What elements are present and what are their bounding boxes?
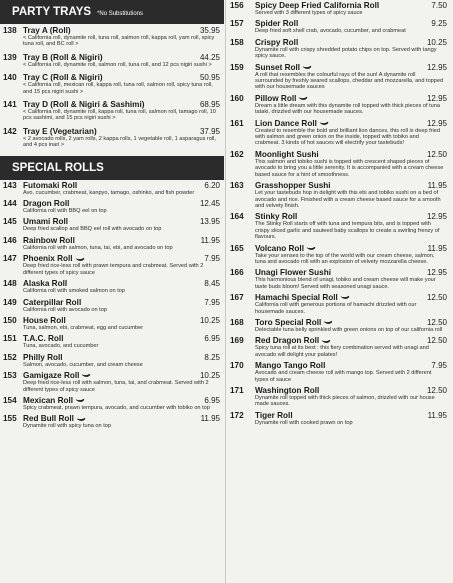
menu-item	[0, 51, 224, 71]
item-name	[255, 19, 427, 28]
item-name	[23, 316, 196, 325]
special-rolls-header	[0, 156, 224, 180]
item-number: 148	[3, 279, 17, 289]
item-description: Delectable tuna belly sprinkled with green onions on top of our california roll	[255, 326, 443, 333]
item-description: A roll that resembles the colourful rays of the sun! A dynamite roll surrounded by freshly seared scallops, cheddar and mozzarella, and topped with our housemade sauces	[255, 71, 444, 91]
item-number: 142	[3, 126, 17, 136]
item-name	[23, 371, 196, 380]
item-number: 146	[3, 235, 17, 245]
menu-item-row	[230, 268, 447, 277]
item-description: Let your tastebuds hop in delight with this ebi and tobiko sushi on a bed of avocado and rice. Finished with a cream cheese based sauce for a smooth and velvety finish.	[255, 190, 441, 209]
menu-item	[0, 413, 224, 431]
item-description: Dynamite roll with cooked prawn on top	[255, 419, 353, 426]
item-price: 11.95	[200, 235, 220, 245]
menu-item-row	[3, 199, 220, 208]
party-trays-note: *No Substitutions	[97, 11, 144, 17]
item-name-text: Caterpillar Roll	[23, 297, 82, 307]
item-number: 139	[3, 52, 17, 62]
item-name	[23, 353, 200, 362]
item-description: Tuna, salmon, ebi, crabmeat, egg and cucumber	[23, 324, 144, 331]
party-trays-title: PARTY TRAYS	[12, 6, 92, 18]
item-description: < California roll, dynamite roll, kappa roll, tuna roll, salmon roll, tamago roll, 10 pcs sashimi, and 15 pcs nigiri sushi >	[23, 109, 216, 122]
item-price: 7.95	[204, 254, 220, 264]
item-description: California roll with BBQ eel on top	[23, 208, 107, 215]
item-name-text: Crispy Roll	[255, 37, 299, 47]
item-description: Tuna, avocado, and cucumber	[23, 343, 99, 350]
item-price: 12.95	[426, 93, 447, 103]
item-number: 161	[230, 118, 244, 128]
menu-item	[228, 360, 450, 385]
item-name-text: Dragon Roll	[23, 199, 70, 209]
menu-item-row	[230, 244, 447, 253]
menu-item	[228, 180, 450, 211]
item-price: 8.25	[204, 352, 220, 362]
menu-item	[228, 62, 450, 93]
party-trays-header	[0, 0, 224, 24]
item-price: 6.95	[204, 334, 220, 344]
menu-item-row	[230, 336, 447, 345]
item-number: 170	[230, 361, 244, 371]
item-name-text: Tiger Roll	[255, 410, 293, 420]
item-name-text: Grasshopper Sushi	[255, 181, 331, 191]
item-name-text: House Roll	[23, 315, 66, 325]
item-name-text: Unagi Flower Sushi	[255, 268, 331, 278]
item-description: Spicy tuna roll at its best : this fiery combination served with unagi and avocado will delight your palates!	[255, 345, 429, 358]
item-name-text: Pillow Roll	[255, 93, 297, 103]
item-name	[23, 298, 200, 307]
item-description: This salmon and tobiko sushi is topped with crescent shaped pieces of avocado to bring you a little serenity. It is accompanied with a cream cheese based sauce for a hint of smoothness.	[255, 158, 444, 178]
item-number: 143	[3, 180, 17, 190]
menu-item-row	[230, 94, 447, 103]
item-name-text: Moonlight Sushi	[255, 149, 319, 159]
item-name	[255, 361, 427, 370]
item-description: California roll with smoked salmon on top	[23, 288, 125, 295]
item-name	[23, 236, 197, 245]
item-name-text: Tray A (Roll)	[23, 26, 71, 35]
item-name	[23, 127, 196, 136]
item-price: 12.50	[426, 293, 447, 303]
menu-item	[228, 18, 450, 36]
item-description: Avo, cucumber, crabmeat, kanpyo, tamago, oshinko, and fish powder	[23, 189, 195, 196]
menu-item-row	[3, 236, 220, 245]
item-name	[23, 396, 200, 405]
menu-item	[228, 267, 450, 292]
item-number: 154	[3, 395, 17, 405]
item-name-text: Stinky Roll	[255, 212, 298, 222]
menu-item-row	[3, 127, 220, 136]
item-name	[255, 244, 424, 253]
menu-item	[0, 24, 224, 51]
item-name-text: Red Bull Roll	[23, 414, 74, 424]
menu-item	[0, 216, 224, 234]
menu-item	[0, 71, 224, 98]
item-name-text: Volcano Roll	[255, 243, 304, 253]
item-price: 11.95	[427, 181, 447, 191]
party-trays-list	[0, 24, 224, 152]
menu-item	[228, 317, 450, 335]
item-name-text: Tray E (Vegetarian)	[23, 126, 97, 136]
menu-item	[228, 0, 450, 18]
item-price: 44.25	[199, 52, 220, 62]
item-name	[255, 38, 423, 47]
menu-item-row	[3, 334, 220, 343]
item-name-text: Red Dragon Roll	[255, 336, 320, 346]
item-name	[255, 181, 424, 190]
item-price: 35.95	[199, 26, 220, 35]
menu-item-row	[3, 371, 220, 380]
item-price: 12.95	[426, 212, 447, 222]
item-name-text: Rainbow Roll	[23, 235, 75, 245]
item-description: < California roll, dynamite roll, tuna roll, salmon roll, kappa roll, yam roll, spicy tuna roll, and BC roll >	[23, 35, 215, 48]
item-number: 162	[230, 149, 244, 159]
item-number: 163	[230, 181, 244, 191]
item-name-text: Futomaki Roll	[23, 180, 78, 190]
item-name-text: Spicy Deep Fried California Roll	[255, 1, 380, 10]
item-number: 169	[230, 336, 244, 346]
item-name	[23, 254, 200, 263]
item-description: Dynamite roll topped with thick pieces of salmon, drizzled with our house made sauces.	[255, 395, 435, 408]
item-description: Served with 3 different types of spicy sauce	[255, 10, 363, 16]
item-price: 7.95	[204, 297, 220, 307]
item-name	[255, 63, 423, 72]
item-number: 164	[230, 212, 244, 222]
item-number: 138	[3, 26, 17, 35]
item-name-text: Alaska Roll	[23, 279, 68, 289]
column-divider	[225, 0, 226, 583]
item-number: 145	[3, 217, 17, 227]
item-description: This harmonious blend of unagi, tobiko and cream cheese will make your taste buds bloom! Served with seasoned unagi sauce.	[255, 277, 436, 290]
chili-pepper-icon	[75, 398, 85, 403]
item-number: 140	[3, 73, 17, 83]
menu-item	[0, 180, 224, 198]
menu-item	[0, 352, 224, 370]
item-name	[23, 73, 196, 82]
item-name-text: Spider Roll	[255, 19, 299, 29]
menu-item-row	[3, 100, 220, 109]
item-description: Deep fried rice-less roll with prawn tempura and crabmeat. Served with 2 different types of spicy sauce	[23, 263, 204, 276]
item-name	[255, 268, 423, 277]
chili-pepper-icon	[302, 65, 312, 70]
item-price: 12.45	[199, 199, 220, 209]
menu-item	[0, 395, 224, 413]
item-number: 150	[3, 315, 17, 325]
menu-item	[0, 297, 224, 315]
item-name	[255, 336, 423, 345]
item-number: 157	[230, 19, 244, 29]
menu-item	[228, 292, 450, 317]
item-number: 155	[3, 414, 17, 424]
menu-item-row	[230, 181, 447, 190]
menu-item-row	[230, 150, 447, 159]
special-rolls-title: SPECIAL ROLLS	[12, 161, 104, 174]
menu-item	[228, 149, 450, 180]
item-name-text: T.A.C. Roll	[23, 334, 64, 344]
menu-item-row	[3, 396, 220, 405]
item-description: Dynamite roll with spicy tuna on top	[23, 423, 111, 430]
item-number: 159	[230, 62, 244, 72]
menu-item-row	[230, 119, 447, 128]
special-rolls-list-left	[0, 180, 224, 432]
menu-item-row	[3, 353, 220, 362]
menu-item	[228, 93, 450, 118]
menu-item	[0, 198, 224, 216]
item-number: 149	[3, 297, 17, 307]
item-number: 160	[230, 93, 244, 103]
item-price: 12.50	[426, 149, 447, 159]
item-number: 168	[230, 317, 244, 327]
item-name-text: Sunset Roll	[255, 62, 301, 72]
item-name-text: Tray C (Roll & Nigiri)	[23, 73, 103, 83]
chili-pepper-icon	[81, 373, 91, 378]
chili-pepper-icon	[306, 246, 316, 251]
item-description: Salmon, avocado, cucumber, and cream cheese	[23, 361, 143, 368]
item-name	[255, 119, 423, 128]
item-name	[23, 414, 197, 423]
item-description: < California roll, mexican roll, kappa roll, tuna roll, salmon roll, spicy tuna roll, and 15 pcs nigiri sushi >	[23, 82, 213, 95]
item-description: Avocado and cream cheese roll with mango top. Served with 2 different types of sauce	[255, 370, 432, 383]
item-number: 171	[230, 386, 244, 395]
menu-item-row	[230, 318, 447, 327]
chili-pepper-icon	[340, 295, 350, 300]
item-name-text: Mexican Roll	[23, 395, 74, 405]
item-name-text: Phoenix Roll	[23, 254, 73, 264]
menu-item-row	[230, 386, 447, 395]
item-number: 144	[3, 199, 17, 209]
chili-pepper-icon	[75, 257, 85, 262]
special-rolls-section	[0, 156, 224, 432]
item-price: 11.95	[200, 414, 220, 424]
item-name-text: Tray D (Roll & Nigiri & Sashimi)	[23, 100, 145, 110]
item-price: 11.95	[427, 243, 447, 253]
item-price: 13.95	[199, 217, 220, 227]
item-price: 68.95	[199, 100, 220, 110]
menu-item	[228, 335, 450, 360]
menu-item-row	[230, 411, 447, 420]
item-name	[23, 53, 196, 62]
menu-item-row	[230, 361, 447, 370]
item-name-text: Hamachi Special Roll	[255, 293, 338, 303]
item-name-text: Toro Special Roll	[255, 317, 322, 327]
menu-item	[228, 118, 450, 149]
item-name-text: Gamigaze Roll	[23, 371, 80, 381]
item-name	[23, 100, 196, 109]
item-price: 12.50	[426, 336, 447, 346]
menu-item	[0, 370, 224, 395]
item-price: 10.25	[199, 315, 220, 325]
item-name-text: Tray B (Roll & Nigiri)	[23, 52, 103, 62]
menu-item	[228, 37, 450, 62]
item-description: California roll with generous portions of hamachi drizzled with our housemade sauces.	[255, 302, 417, 315]
menu-item	[0, 235, 224, 253]
item-name-text: Philly Roll	[23, 352, 63, 362]
menu-item-row	[3, 279, 220, 288]
item-price: 12.95	[426, 268, 447, 278]
item-description: < 2 avocado rolls, 2 yam rolls, 2 kappa rolls, 1 vegetable roll, 1 asparagus roll, and 4 pcs inari >	[23, 135, 216, 149]
menu-item-row	[230, 63, 447, 72]
item-price: 12.50	[426, 317, 447, 327]
menu-item-row	[3, 26, 220, 35]
menu-item	[228, 243, 450, 268]
chili-pepper-icon	[323, 320, 333, 325]
item-name	[255, 293, 423, 302]
right-column	[228, 0, 450, 428]
item-number: 158	[230, 37, 244, 47]
item-description: < California roll, dynamite roll, salmon roll, tuna roll, and 12 pcs nigiri sushi >	[23, 61, 212, 68]
item-description: Created to resemble the bold and brilliant lion dances, this roll is deep fried with salmon and green onion on the inside, topped with tobiko and crabmeat. 3 kinds of hot sauces will electrify your tastebuds!	[255, 127, 441, 147]
item-number: 166	[230, 268, 244, 278]
item-number: 141	[3, 100, 17, 110]
menu-item	[0, 125, 224, 152]
item-name	[23, 26, 196, 35]
item-description: Spicy crabmeat, prawn tempura, avocado, and cucumber with tobiko on top	[23, 404, 210, 411]
item-number: 147	[3, 254, 17, 264]
item-description: Deep fried soft shell crab, avocado, cucumber, and crabmeat	[255, 28, 406, 35]
item-price: 7.95	[431, 361, 447, 371]
item-number: 156	[230, 1, 244, 10]
menu-item	[0, 278, 224, 296]
item-price: 6.20	[204, 180, 220, 190]
item-name	[255, 94, 423, 103]
item-name	[255, 150, 423, 159]
item-price: 8.45	[204, 279, 220, 289]
item-name	[23, 181, 200, 190]
item-description: Take your senses to the top of the world with our cream cheese, salmon, tuna and avocado roll with an explosion of velvety mozzarella cheese.	[255, 252, 435, 265]
party-trays-section	[0, 0, 224, 152]
menu-item	[228, 410, 450, 428]
item-number: 167	[230, 293, 244, 303]
item-number: 172	[230, 410, 244, 420]
item-name	[23, 279, 200, 288]
item-price: 10.25	[426, 37, 447, 47]
menu-item	[228, 385, 450, 410]
item-number: 151	[3, 334, 17, 344]
item-name-text: Mango Tango Roll	[255, 361, 326, 371]
menu-item	[228, 211, 450, 242]
item-price: 9.25	[431, 19, 447, 29]
menu-item-row	[230, 19, 447, 28]
left-column	[0, 0, 224, 432]
menu-item	[0, 253, 224, 278]
item-description: Deep fried scallop and BBQ eel roll with avocado on top	[23, 226, 162, 233]
item-price: 10.25	[199, 371, 220, 381]
item-number: 165	[230, 243, 244, 253]
item-description: Dream a little dream with this dynamite roll topped with thick pieces of tuna tataki, drizzled with our housemade sauces.	[255, 102, 440, 116]
menu-item-row	[230, 38, 447, 47]
item-price: 11.95	[427, 410, 447, 420]
item-description: Dynamite roll with crispy shredded potato chips on top. Served with tangy spicy sauce.	[255, 46, 437, 60]
item-name	[23, 199, 196, 208]
item-price: 37.95	[199, 126, 220, 136]
chili-pepper-icon	[319, 121, 329, 126]
menu-item	[0, 333, 224, 351]
item-price: 7.50	[431, 1, 447, 10]
special-rolls-list-right	[228, 0, 450, 428]
menu-item-row	[230, 293, 447, 302]
item-name	[255, 386, 423, 395]
item-name	[23, 217, 196, 226]
menu-item-row	[3, 53, 220, 62]
item-name	[255, 212, 423, 221]
menu-item-row	[230, 212, 447, 221]
item-description: Deep fried rice-less roll with salmon, tuna, tai, and crabmeat. Served with 2 different types of spicy sauce	[23, 380, 209, 393]
item-number: 153	[3, 371, 17, 381]
item-price: 6.95	[204, 395, 220, 405]
menu-item-row	[230, 1, 447, 10]
menu-item-row	[3, 316, 220, 325]
item-name	[255, 318, 423, 327]
item-name-text: Umami Roll	[23, 217, 69, 227]
item-name	[255, 1, 427, 10]
item-description: California roll with salmon, tuna, tai, ebi, and avocado on top	[23, 244, 173, 251]
menu-item	[0, 98, 224, 125]
item-price: 12.95	[426, 118, 447, 128]
item-description: The Stinky Roll starts off with tuna and tempura bits, and is topped with crispy sliced garlic and sauteed baby scallops to create a swirling frenzy of flavours.	[255, 221, 440, 241]
item-price: 12.50	[426, 386, 447, 395]
item-name	[23, 334, 200, 343]
menu-item-row	[3, 181, 220, 190]
item-price: 12.95	[426, 62, 447, 72]
menu-item-row	[3, 414, 220, 423]
item-price: 50.95	[199, 73, 220, 83]
chili-pepper-icon	[76, 417, 86, 422]
menu-item-row	[3, 254, 220, 263]
menu-item-row	[3, 298, 220, 307]
menu-item-row	[3, 73, 220, 82]
item-name-text: Lion Dance Roll	[255, 118, 317, 128]
chili-pepper-icon	[298, 96, 308, 101]
item-description: California roll with avocado on top	[23, 306, 107, 313]
chili-pepper-icon	[321, 339, 331, 344]
menu-item-row	[3, 217, 220, 226]
item-name-text: Washington Roll	[255, 386, 320, 395]
item-number: 152	[3, 352, 17, 362]
menu-item	[0, 315, 224, 333]
item-name	[255, 411, 424, 420]
